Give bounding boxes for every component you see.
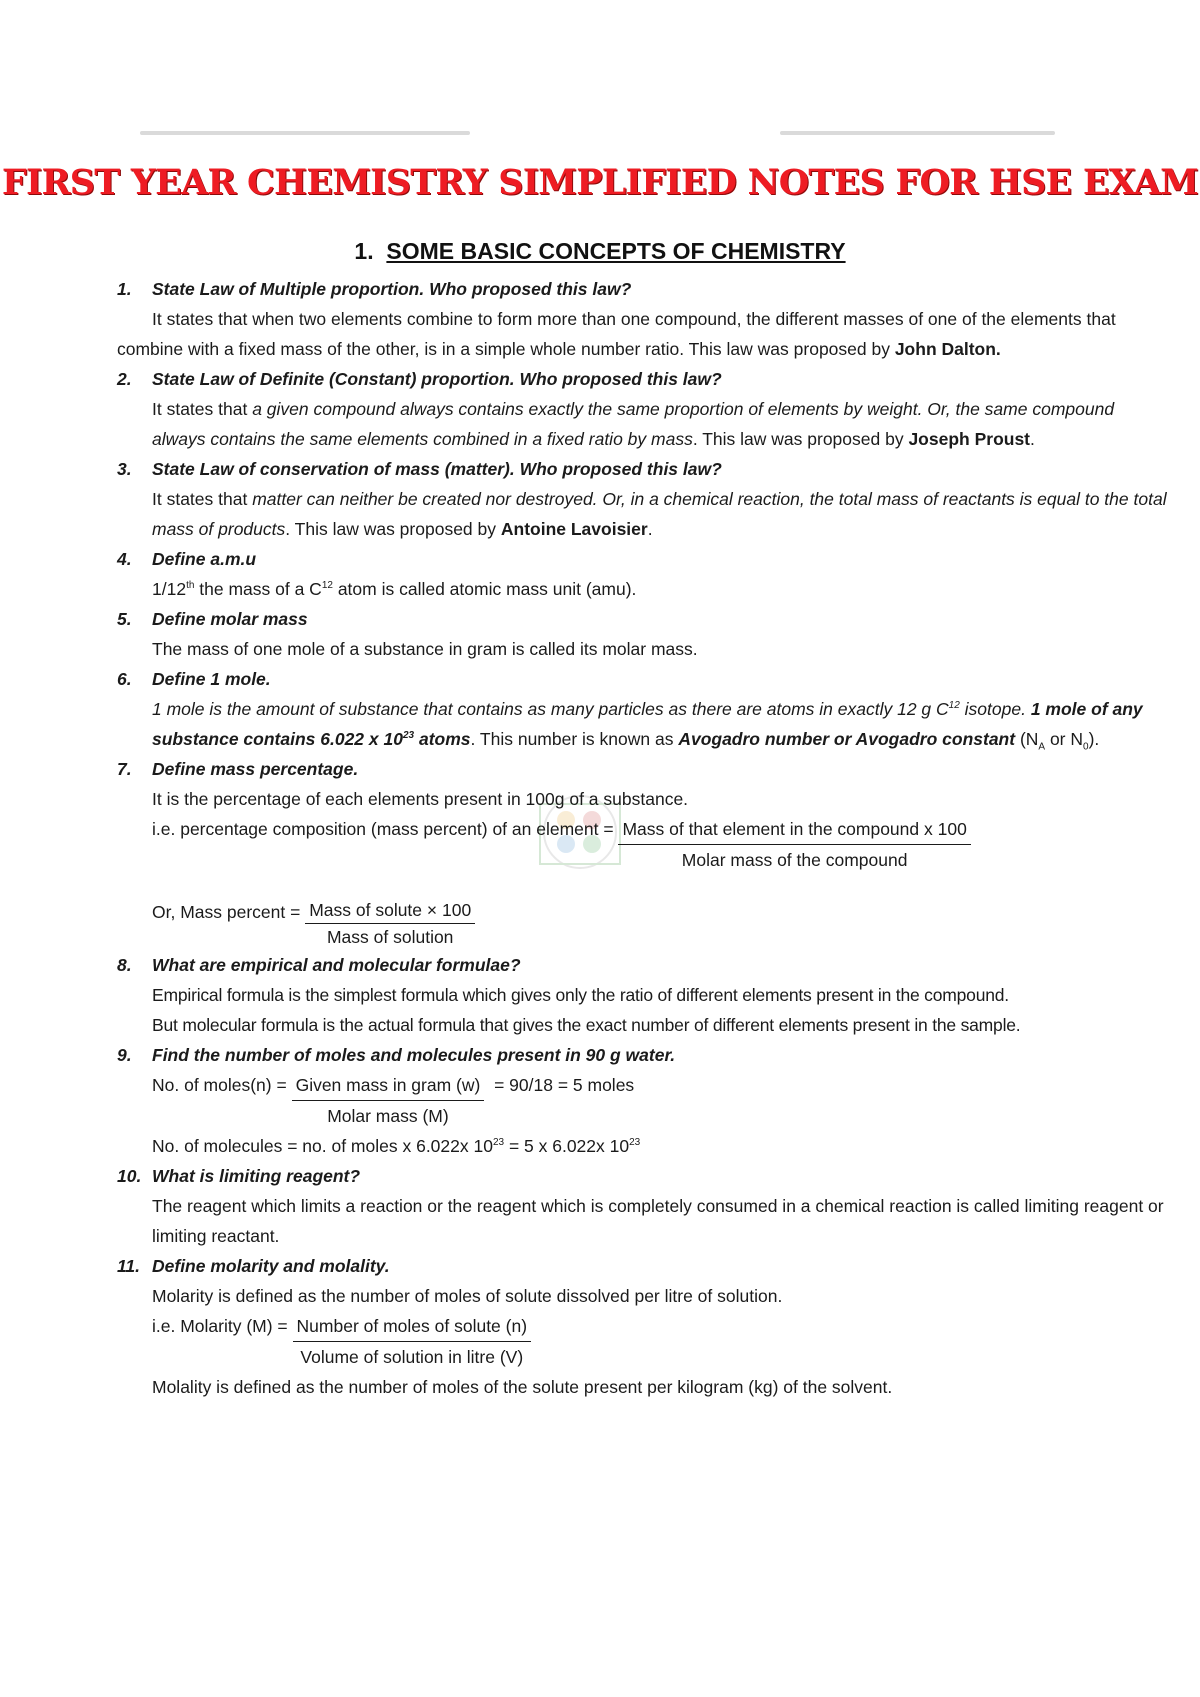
mass-percentage-formula: i.e. percentage composition (mass percent) of an element = $\frac{\text{Mass of that element in the compound x 100}}{\text{Molar mass of the compound}}$	[117, 814, 1167, 875]
moles-formula: No. of moles(n) = $\frac{\text{Given mass in gram (w)}}{\text{Molar mass (M)}}$ = 90/18 = 5 moles	[117, 1070, 1167, 1131]
answer-11-molality: Molality is defined as the number of moles of the solute present per kilogram (kg) of the solvent.	[152, 1377, 893, 1397]
question-5: 5. Define molar mass	[117, 609, 308, 629]
question-3: 3. State Law of conservation of mass (matter). Who proposed this law?	[117, 459, 722, 479]
answer-8-line2: But molecular formula is the actual formula that gives the exact number of different elements present in the sample.	[152, 1015, 1021, 1035]
question-1: 1. State Law of Multiple proportion. Who proposed this law?	[117, 279, 632, 299]
mass-percent-solution-formula: Or, Mass percent = $\frac{\text{Mass of solute × 100}}{\text{Mass of solution}}$	[117, 897, 1167, 950]
answer-1: It states that when two elements combine to form more than one compound, the different masses of one of the elements that combine with a fixed mass of the other, is in a simple whole number ratio. This law was proposed by John Dalton.	[117, 309, 1116, 359]
answer-6: 1 mole is the amount of substance that contains as many particles as there are atoms in exactly 12 g $C^{12}$ isotope. 1 mole of any substance contains 6.022 x $10^{23}$ atoms. This number is known as Avogadro number or Avogadro constant ($N_A$ or $N_0$).	[152, 699, 1143, 753]
molarity-fraction: $\frac{\text{Number of moles of solute (n)}}{\text{Volume of solution in litre (V)}}$	[293, 1311, 532, 1372]
question-6: 6. Define 1 mole.	[117, 669, 271, 689]
molarity-formula: i.e. Molarity (M) = $\frac{\text{Number of moles of solute (n)}}{\text{Volume of solution in litre (V)}}$	[117, 1311, 1167, 1372]
answer-10: The reagent which limits a reaction or the reagent which is completely consumed in a chemical reaction is called limiting reagent or limiting reactant.	[152, 1196, 1164, 1246]
chapter-title: SOME BASIC CONCEPTS OF CHEMISTRY	[386, 238, 846, 264]
chapter-number: 1.	[354, 238, 374, 264]
question-4: 4. Define a.m.u	[117, 549, 257, 569]
question-2: 2. State Law of Definite (Constant) proportion. Who proposed this law?	[117, 369, 722, 389]
molecules-formula: No. of molecules = no. of moles x 6.022x $10^{23} = 5$ x 6.022x $10^{23}$	[152, 1136, 641, 1156]
answer-11-line1: Molarity is defined as the number of moles of solute dissolved per litre of solution.	[152, 1286, 783, 1306]
mass-percentage-fraction: $\frac{\text{Mass of that element in the compound x 100}}{\text{Molar mass of the compound}}$	[618, 814, 970, 875]
question-9: 9. Find the number of moles and molecules present in 90 g water.	[117, 1045, 676, 1065]
page-title: FIRST YEAR CHEMISTRY SIMPLIFIED NOTES FOR HSE EXAM	[1, 162, 1199, 203]
moles-fraction: $\frac{\text{Given mass in gram (w)}}{\text{Molar mass (M)}}$	[292, 1070, 485, 1131]
header-right-faded-text	[780, 131, 1055, 135]
mass-percent-fraction: $\frac{\text{Mass of solute × 100}}{\text{Mass of solution}}$	[305, 897, 475, 950]
answer-2: It states that a given compound always contains exactly the same proportion of elements by weight. Or, the same compound always contains the same elements combined in a fixed ratio by mass. This law was proposed by Joseph Proust.	[152, 399, 1115, 449]
question-11: 11. Define molarity and molality.	[117, 1256, 390, 1276]
answer-3: It states that matter can neither be created nor destroyed. Or, in a chemical reaction, the total mass of reactants is equal to the total mass of products. This law was proposed by Antoine Lavoisier.	[152, 489, 1167, 539]
question-8: 8. What are empirical and molecular formulae?	[117, 955, 521, 975]
question-7: 7. Define mass percentage.	[117, 759, 359, 779]
answer-4: 1/12th the mass of a $C^{12}$ atom is called atomic mass unit (amu).	[152, 579, 637, 599]
answer-5: The mass of one mole of a substance in gram is called its molar mass.	[152, 639, 698, 659]
notes-content	[117, 274, 1167, 1402]
header-left-faded-text	[140, 131, 470, 135]
chapter-heading	[0, 238, 1200, 265]
answer-7-line1: It is the percentage of each elements present in 100g of a substance.	[152, 789, 689, 809]
answer-8-line1: Empirical formula is the simplest formula which gives only the ratio of different elements present in the compound.	[152, 985, 1009, 1005]
question-10: 10. What is limiting reagent?	[117, 1166, 361, 1186]
